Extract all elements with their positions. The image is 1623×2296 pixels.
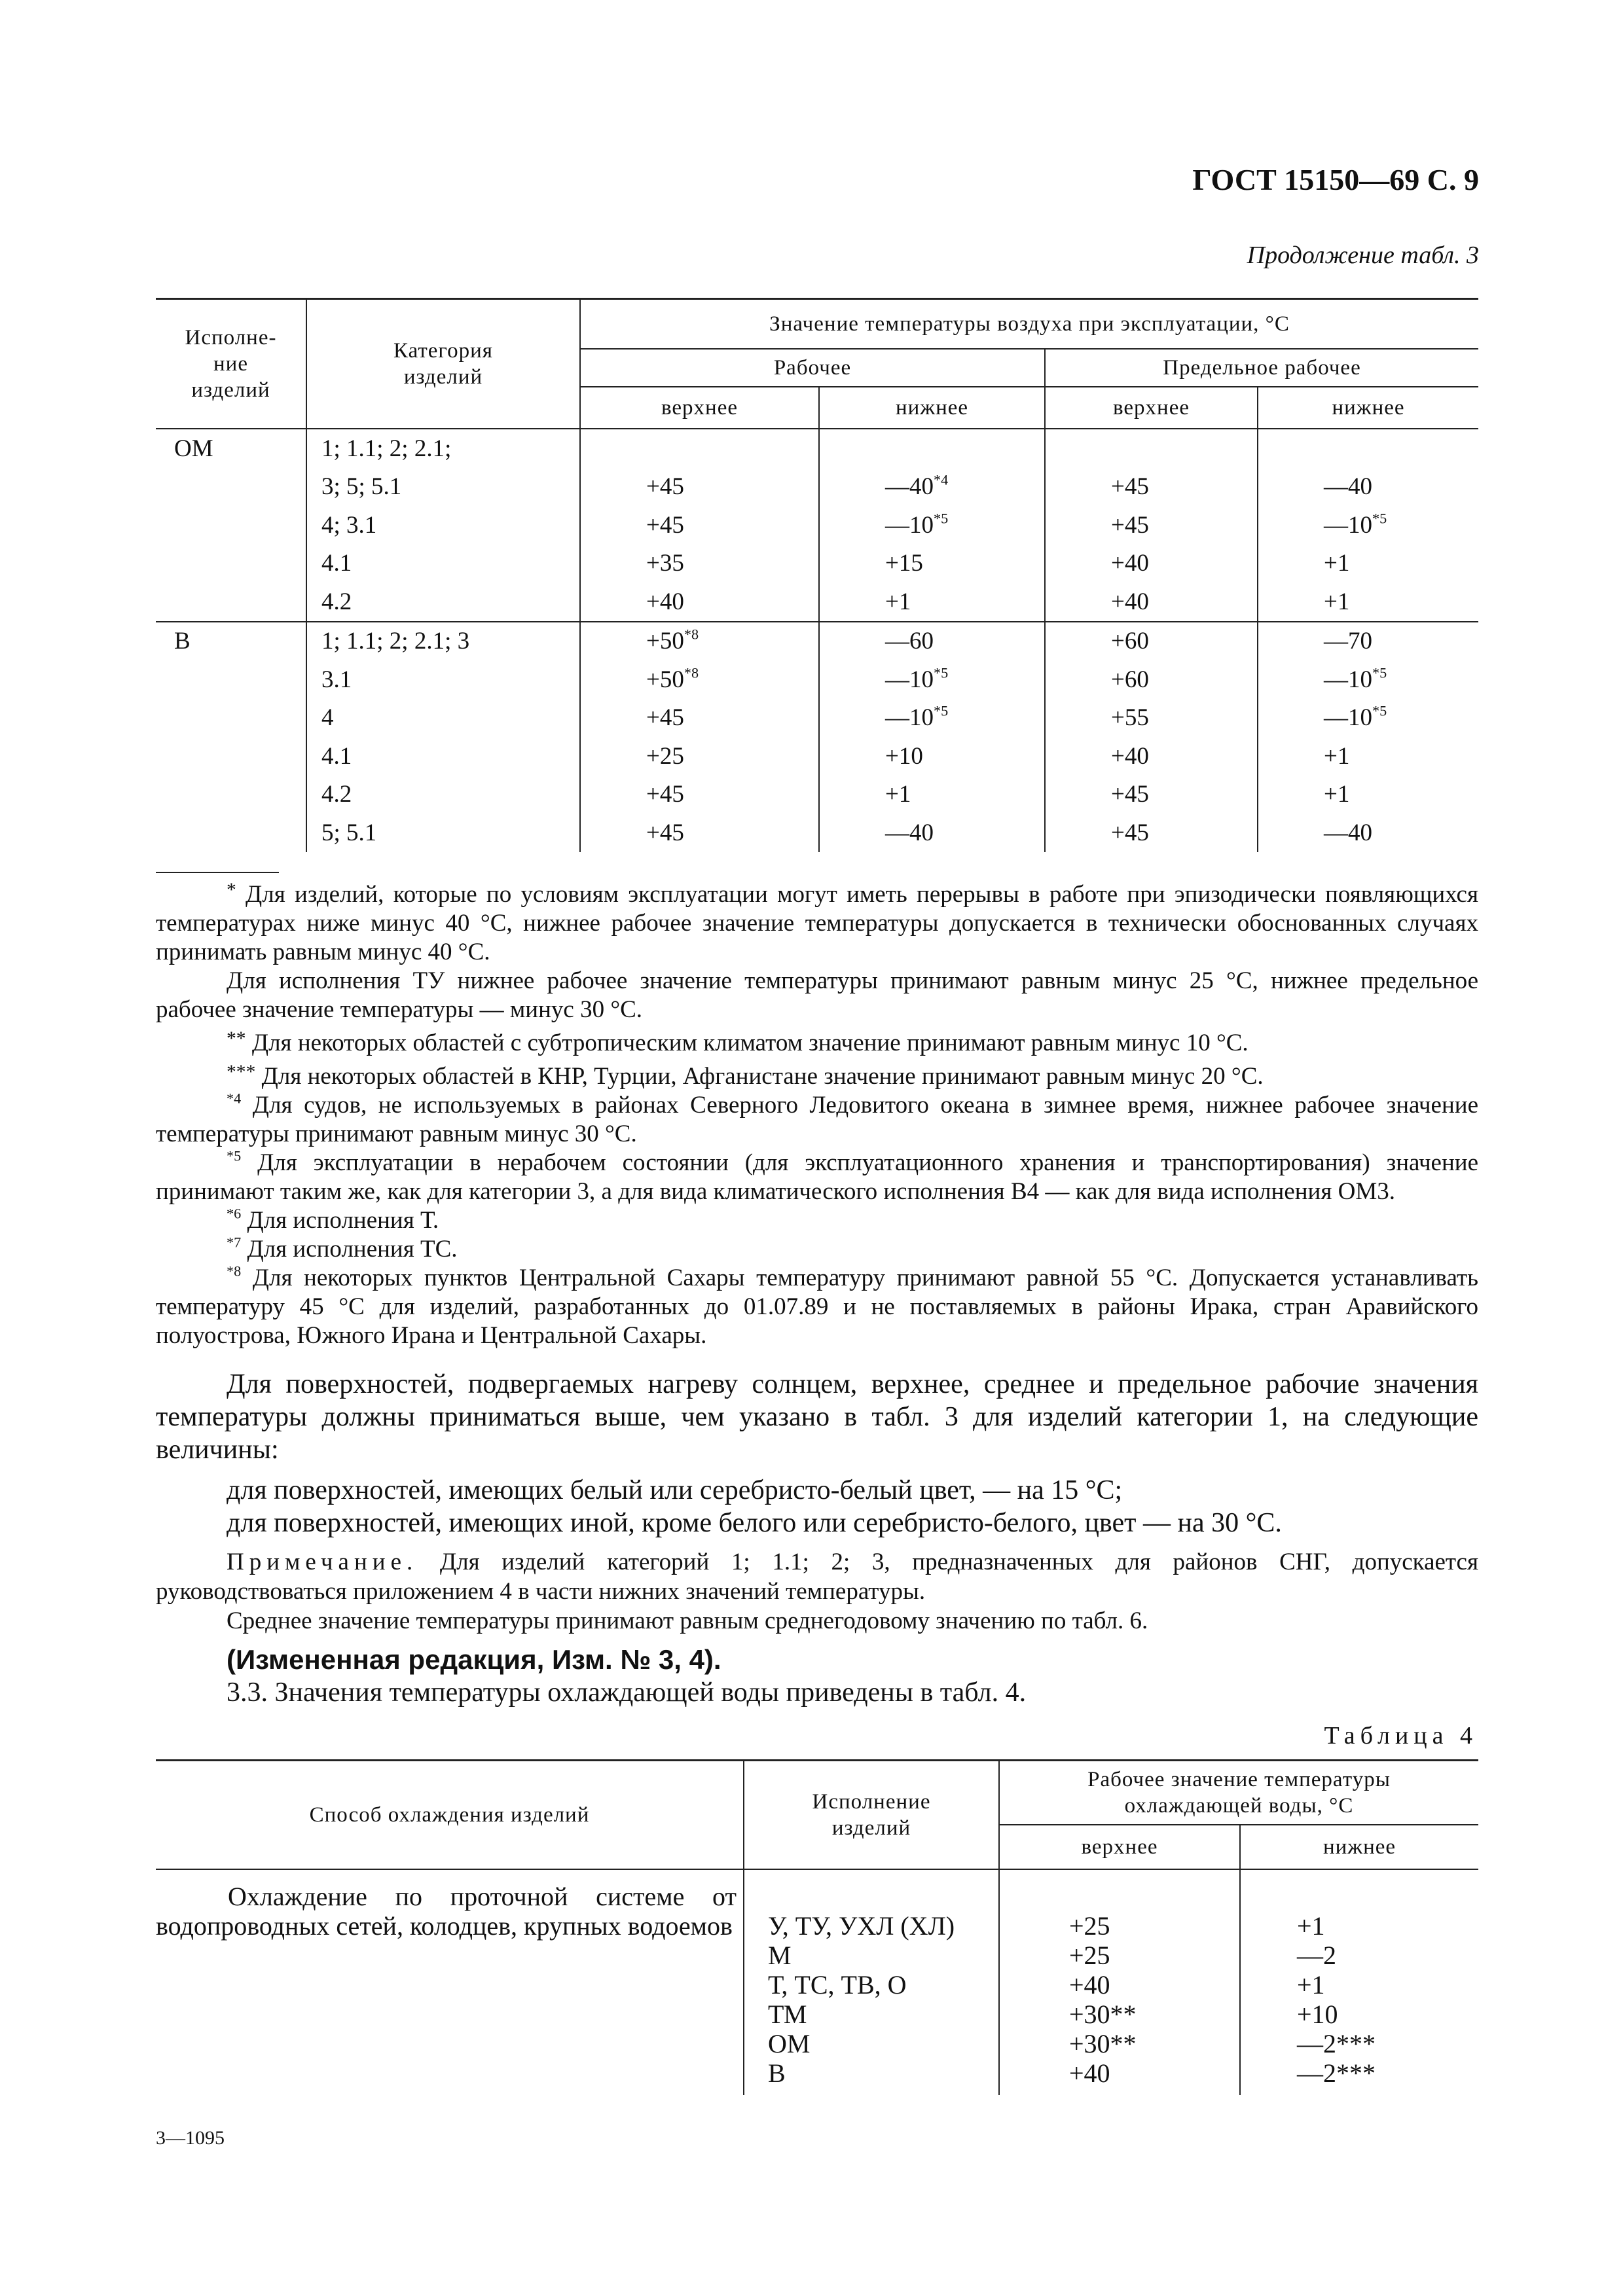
table-cell (1045, 545, 1258, 583)
table-cell (819, 468, 1045, 507)
footnote-text: Для судов, не используемых в районах Северного Ледовитого океана в зимнее время, нижнее рабочее значение температуры принимают равным минус 30 °С. (156, 1091, 1478, 1147)
table-cell (156, 506, 306, 545)
table-cell (1258, 699, 1478, 738)
table-cell (306, 583, 580, 622)
table-row (156, 622, 1478, 661)
table-cell (580, 737, 819, 776)
table-cell (156, 737, 306, 776)
cooling-method-cell (156, 1869, 744, 2095)
cell-value: —10 (1324, 704, 1372, 732)
cell-value: +1 (885, 588, 911, 615)
footnote-mark: *6 (227, 1205, 242, 1222)
table-cell (1045, 814, 1258, 852)
cell-value: +45 (1111, 781, 1149, 808)
cell-value: +45 (646, 819, 684, 846)
cooling-method-text: Охлаждение по проточной системе от водопроводных сетей, колодцев, крупных водоемов (156, 1882, 737, 1941)
footnote (156, 1149, 1478, 1206)
cell-value: —60 (885, 628, 934, 655)
table-cell (580, 545, 819, 583)
execution-value: В (768, 2058, 786, 2088)
table-cell (306, 776, 580, 814)
table-cell (1045, 776, 1258, 814)
paragraph: Среднее значение температуры принимают равным среднегодовому значению по табл. 6. (227, 1607, 1148, 1634)
footnotes (156, 876, 1478, 1350)
table-row (156, 660, 1478, 699)
cell-value: —10 (1324, 666, 1372, 693)
table-cell (306, 699, 580, 738)
footnote-text: Для исполнения ТС. (241, 1235, 458, 1263)
footnote-mark: *4 (934, 471, 949, 488)
table-cell (819, 814, 1045, 852)
cell-value: +60 (1111, 666, 1149, 693)
body-text (156, 1368, 1478, 1709)
note-paragraph (156, 1547, 1478, 1606)
page-header: ГОСТ 15150—69 С. 9 (1192, 163, 1479, 196)
cell-value: 5; 5.1 (321, 819, 377, 846)
col-header-upper: верхнее (999, 1825, 1240, 1869)
cell-value: +1 (1324, 550, 1350, 577)
table-cell (819, 583, 1045, 622)
col-header-upper: верхнее (1045, 387, 1258, 429)
table-cell (1258, 660, 1478, 699)
table-cell (156, 468, 306, 507)
footnote-mark: *4 (227, 1090, 242, 1107)
lower-value: —2 (1297, 1941, 1336, 1970)
col-header-lower: нижнее (1258, 387, 1478, 429)
footnote (156, 1024, 1478, 1058)
table-cell (819, 737, 1045, 776)
table-3 (156, 298, 1478, 852)
note-label: Примечание. (227, 1549, 418, 1575)
table-cell (819, 545, 1045, 583)
footnote (156, 967, 1478, 1024)
table-cell (156, 776, 306, 814)
lower-value: +1 (1297, 1970, 1325, 2000)
cell-value: +1 (885, 781, 911, 808)
table-cell (1045, 506, 1258, 545)
footnote-mark: * (227, 880, 236, 901)
table-cell (1258, 814, 1478, 852)
table-cell (306, 468, 580, 507)
cell-value: +1 (1324, 588, 1350, 615)
table-cell (819, 622, 1045, 661)
lower-value: —2*** (1297, 2029, 1376, 2058)
footnote-text: Для изделий, которые по условиям эксплуатации могут иметь перерывы в работе при эпизодически появляющихся температурах ниже минус 40 °С, нижнее рабочее значение температуры допускается в технически обоснованных случаях принимать равным минус 40 °С. (156, 880, 1478, 965)
cell-value: 4.1 (321, 742, 352, 770)
table-row (156, 429, 1478, 468)
footnote (156, 1058, 1478, 1091)
table-cell (1045, 660, 1258, 699)
table-cell (580, 699, 819, 738)
cell-value: —40 (1324, 473, 1372, 501)
footnote-mark: *5 (1372, 664, 1387, 681)
table-row (156, 776, 1478, 814)
table-row (156, 737, 1478, 776)
cell-value: 3.1 (321, 666, 352, 693)
footnote-text: Для эксплуатации в нерабочем состоянии (для эксплуатационного хранения и транспортирования) значение принимают таким же, как для категории 3, а для вида климатического исполнения В4 — как для вида исполнения ОМ3. (156, 1149, 1478, 1205)
paragraph: для поверхностей, имеющих белый или серебристо-белый цвет, — на 15 °С; (227, 1475, 1123, 1505)
footnote (156, 1091, 1478, 1149)
execution-value: ТМ (768, 2000, 807, 2029)
table-cell (819, 776, 1045, 814)
execution-value: ОМ (768, 2029, 811, 2058)
paragraph: 3.3. Значения температуры охлаждающей воды приведены в табл. 4. (227, 1677, 1027, 1708)
table-cell (306, 737, 580, 776)
footnote-mark: *5 (1372, 702, 1387, 719)
footnote-text: Для некоторых областей в КНР, Турции, Афганистане значение принимают равным минус 20 °С. (255, 1062, 1264, 1090)
table-cell (156, 583, 306, 622)
table-cell (819, 429, 1045, 468)
table-cell (306, 622, 580, 661)
cell-value: —40 (885, 819, 934, 846)
col-header-upper: верхнее (580, 387, 819, 429)
footnote-mark: *5 (934, 702, 949, 719)
col-header-category: Категория изделий (306, 299, 580, 429)
table-row (156, 506, 1478, 545)
footnote-mark: *5 (934, 510, 949, 527)
col-header-limit: Предельное рабочее (1045, 349, 1478, 387)
footnote-mark: *8 (684, 664, 699, 681)
cell-value: +40 (646, 588, 684, 615)
table-row (156, 814, 1478, 852)
cell-value: В (174, 628, 191, 655)
execution-value: М (768, 1941, 792, 1970)
table-cell (156, 660, 306, 699)
table-cell (819, 660, 1045, 699)
table-cell (580, 622, 819, 661)
table-cell (580, 429, 819, 468)
upper-value: +25 (1069, 1941, 1110, 1970)
cell-value: +40 (1111, 742, 1149, 770)
footnote-mark: *5 (227, 1147, 242, 1164)
table-row (156, 545, 1478, 583)
cell-value: 4 (321, 704, 334, 732)
col-header-lower: нижнее (819, 387, 1045, 429)
cell-value: +40 (1111, 588, 1149, 615)
lower-value: +1 (1297, 1911, 1325, 1941)
col-header-execution: Исполне- ние изделий (156, 299, 306, 429)
table-3-body (156, 429, 1478, 852)
cell-value: +1 (1324, 742, 1350, 770)
table-cell (1258, 776, 1478, 814)
lower-value: +10 (1297, 2000, 1338, 2029)
paragraph: для поверхностей, имеющих иной, кроме белого или серебристо-белого, цвет — на 30 °С. (227, 1508, 1282, 1538)
upper-value: +40 (1069, 2058, 1110, 2088)
cell-value: 4.1 (321, 550, 352, 577)
table-cell (306, 545, 580, 583)
table-cell (580, 583, 819, 622)
upper-cell (999, 1869, 1240, 2095)
table-cell (1258, 583, 1478, 622)
lower-cell (1240, 1869, 1478, 2095)
footnote-mark: *5 (934, 664, 949, 681)
col-header-working: Рабочее (580, 349, 1045, 387)
cell-value: 4; 3.1 (321, 511, 377, 539)
table-cell (580, 660, 819, 699)
footnote (156, 1235, 1478, 1264)
col-header-lower: нижнее (1240, 1825, 1478, 1869)
col-header-air-temp: Значение температуры воздуха при эксплуатации, °С (580, 299, 1478, 350)
table-row (156, 699, 1478, 738)
col-header-execution: Исполнение изделий (744, 1761, 999, 1870)
table-cell (1258, 468, 1478, 507)
lower-list (1241, 1870, 1478, 2088)
col-header-water-temp: Рабочее значение температуры охлаждающей воды, °С (999, 1761, 1478, 1825)
footnote-text: Для исполнения Т. (241, 1206, 439, 1234)
table-cell (1045, 429, 1258, 468)
cell-value: 4.2 (321, 588, 352, 615)
cell-value: —10 (1324, 511, 1372, 539)
footnote-rule (156, 872, 279, 873)
footnote (156, 876, 1478, 967)
upper-value: +30** (1069, 2029, 1137, 2058)
cell-value: +45 (646, 511, 684, 539)
table3-continuation: Продолжение табл. 3 (1247, 242, 1479, 269)
cell-value: +45 (646, 704, 684, 732)
note-text: Для изделий категорий 1; 1.1; 2; 3, предназначенных для районов СНГ, допускается руководствоваться приложением 4 в части нижних значений температуры. (156, 1549, 1478, 1605)
upper-value: +30** (1069, 2000, 1137, 2029)
table-cell (1045, 737, 1258, 776)
table-cell (580, 506, 819, 545)
table-cell (819, 699, 1045, 738)
cell-value: +45 (1111, 473, 1149, 501)
table-cell (1258, 506, 1478, 545)
table4-title: Таблица 4 (1324, 1722, 1478, 1749)
execution-value: Т, ТС, ТВ, О (768, 1970, 907, 2000)
cell-value: +50 (646, 628, 684, 655)
footnote-text: Для некоторых пунктов Центральной Сахары температуру принимают равной 55 °С. Допускается устанавливать температуру 45 °С для изделий, разработанных до 01.07.89 и не поставляемых в районы Ирака, стран Аравийского полуострова, Южного Ирана и Центральной Сахары. (156, 1264, 1478, 1349)
table-cell (1258, 622, 1478, 661)
cell-value: +15 (885, 550, 923, 577)
cell-value: +45 (1111, 511, 1149, 539)
table-4 (156, 1759, 1478, 2095)
cell-value: —40 (1324, 819, 1372, 846)
table-cell (306, 506, 580, 545)
lower-value: —2*** (1297, 2058, 1376, 2088)
footnote-mark: *8 (684, 626, 699, 643)
footnote (156, 1206, 1478, 1235)
table-cell (1258, 429, 1478, 468)
table-cell (1045, 699, 1258, 738)
cell-value: +35 (646, 550, 684, 577)
cell-value: +45 (646, 473, 684, 501)
footnote-mark: *8 (227, 1263, 242, 1280)
table-row (156, 468, 1478, 507)
footnote-mark: *** (227, 1061, 256, 1083)
table-cell (306, 660, 580, 699)
table-row (156, 583, 1478, 622)
amendment-note: (Измененная редакция, Изм. № 3, 4). (227, 1644, 721, 1675)
table-cell (306, 429, 580, 468)
table-cell (156, 622, 306, 661)
execution-cell (744, 1869, 999, 2095)
cell-value: +45 (1111, 819, 1149, 846)
execution-value: У, ТУ, УХЛ (ХЛ) (768, 1911, 955, 1941)
footnote-mark: *7 (227, 1234, 242, 1251)
table-cell (1258, 545, 1478, 583)
cell-value: +50 (646, 666, 684, 693)
col-header-method: Способ охлаждения изделий (156, 1761, 744, 1870)
table-cell (1045, 622, 1258, 661)
cell-value: 3; 5; 5.1 (321, 473, 402, 501)
cell-value: 1; 1.1; 2; 2.1; (321, 435, 452, 462)
table-cell (156, 429, 306, 468)
cell-value: +40 (1111, 550, 1149, 577)
table-cell (156, 814, 306, 852)
upper-list (1000, 1870, 1239, 2088)
footnote-mark: ** (227, 1028, 246, 1049)
table-cell (1045, 583, 1258, 622)
cell-value: 1; 1.1; 2; 2.1; 3 (321, 628, 470, 655)
cell-value: +1 (1324, 781, 1350, 808)
table-cell (819, 506, 1045, 545)
footnote (156, 1264, 1478, 1350)
cell-value: —10 (885, 511, 934, 539)
table-cell (156, 699, 306, 738)
print-code: 3—1095 (156, 2127, 225, 2149)
footnote-mark: *5 (1372, 510, 1387, 527)
cell-value: —40 (885, 473, 934, 501)
table-cell (580, 814, 819, 852)
paragraph: Для поверхностей, подвергаемых нагреву солнцем, верхнее, среднее и предельное рабочие значения температуры должны приниматься выше, чем указано в табл. 3 для изделий категории 1, на следующие величины: (156, 1369, 1478, 1465)
table-cell (156, 545, 306, 583)
cell-value: +60 (1111, 628, 1149, 655)
footnote-text: Для некоторых областей с субтропическим климатом значение принимают равным минус 10 °С. (246, 1029, 1249, 1056)
table-cell (306, 814, 580, 852)
table-cell (1045, 468, 1258, 507)
cell-value: —10 (885, 704, 934, 732)
table-cell (580, 468, 819, 507)
table-cell (1258, 737, 1478, 776)
table-cell (580, 776, 819, 814)
cell-value: —70 (1324, 628, 1372, 655)
cell-value: +45 (646, 781, 684, 808)
cell-value: 4.2 (321, 781, 352, 808)
cell-value: —10 (885, 666, 934, 693)
footnote-text: Для исполнения ТУ нижнее рабочее значение температуры принимают равным минус 25 °С, нижнее предельное рабочее значение температуры — минус 30 °С. (156, 967, 1478, 1023)
execution-list (744, 1870, 998, 2088)
cell-value: +55 (1111, 704, 1149, 732)
cell-value: ОМ (174, 435, 213, 462)
upper-value: +25 (1069, 1911, 1110, 1941)
cell-value: +10 (885, 742, 923, 770)
cell-value: +25 (646, 742, 684, 770)
upper-value: +40 (1069, 1970, 1110, 2000)
